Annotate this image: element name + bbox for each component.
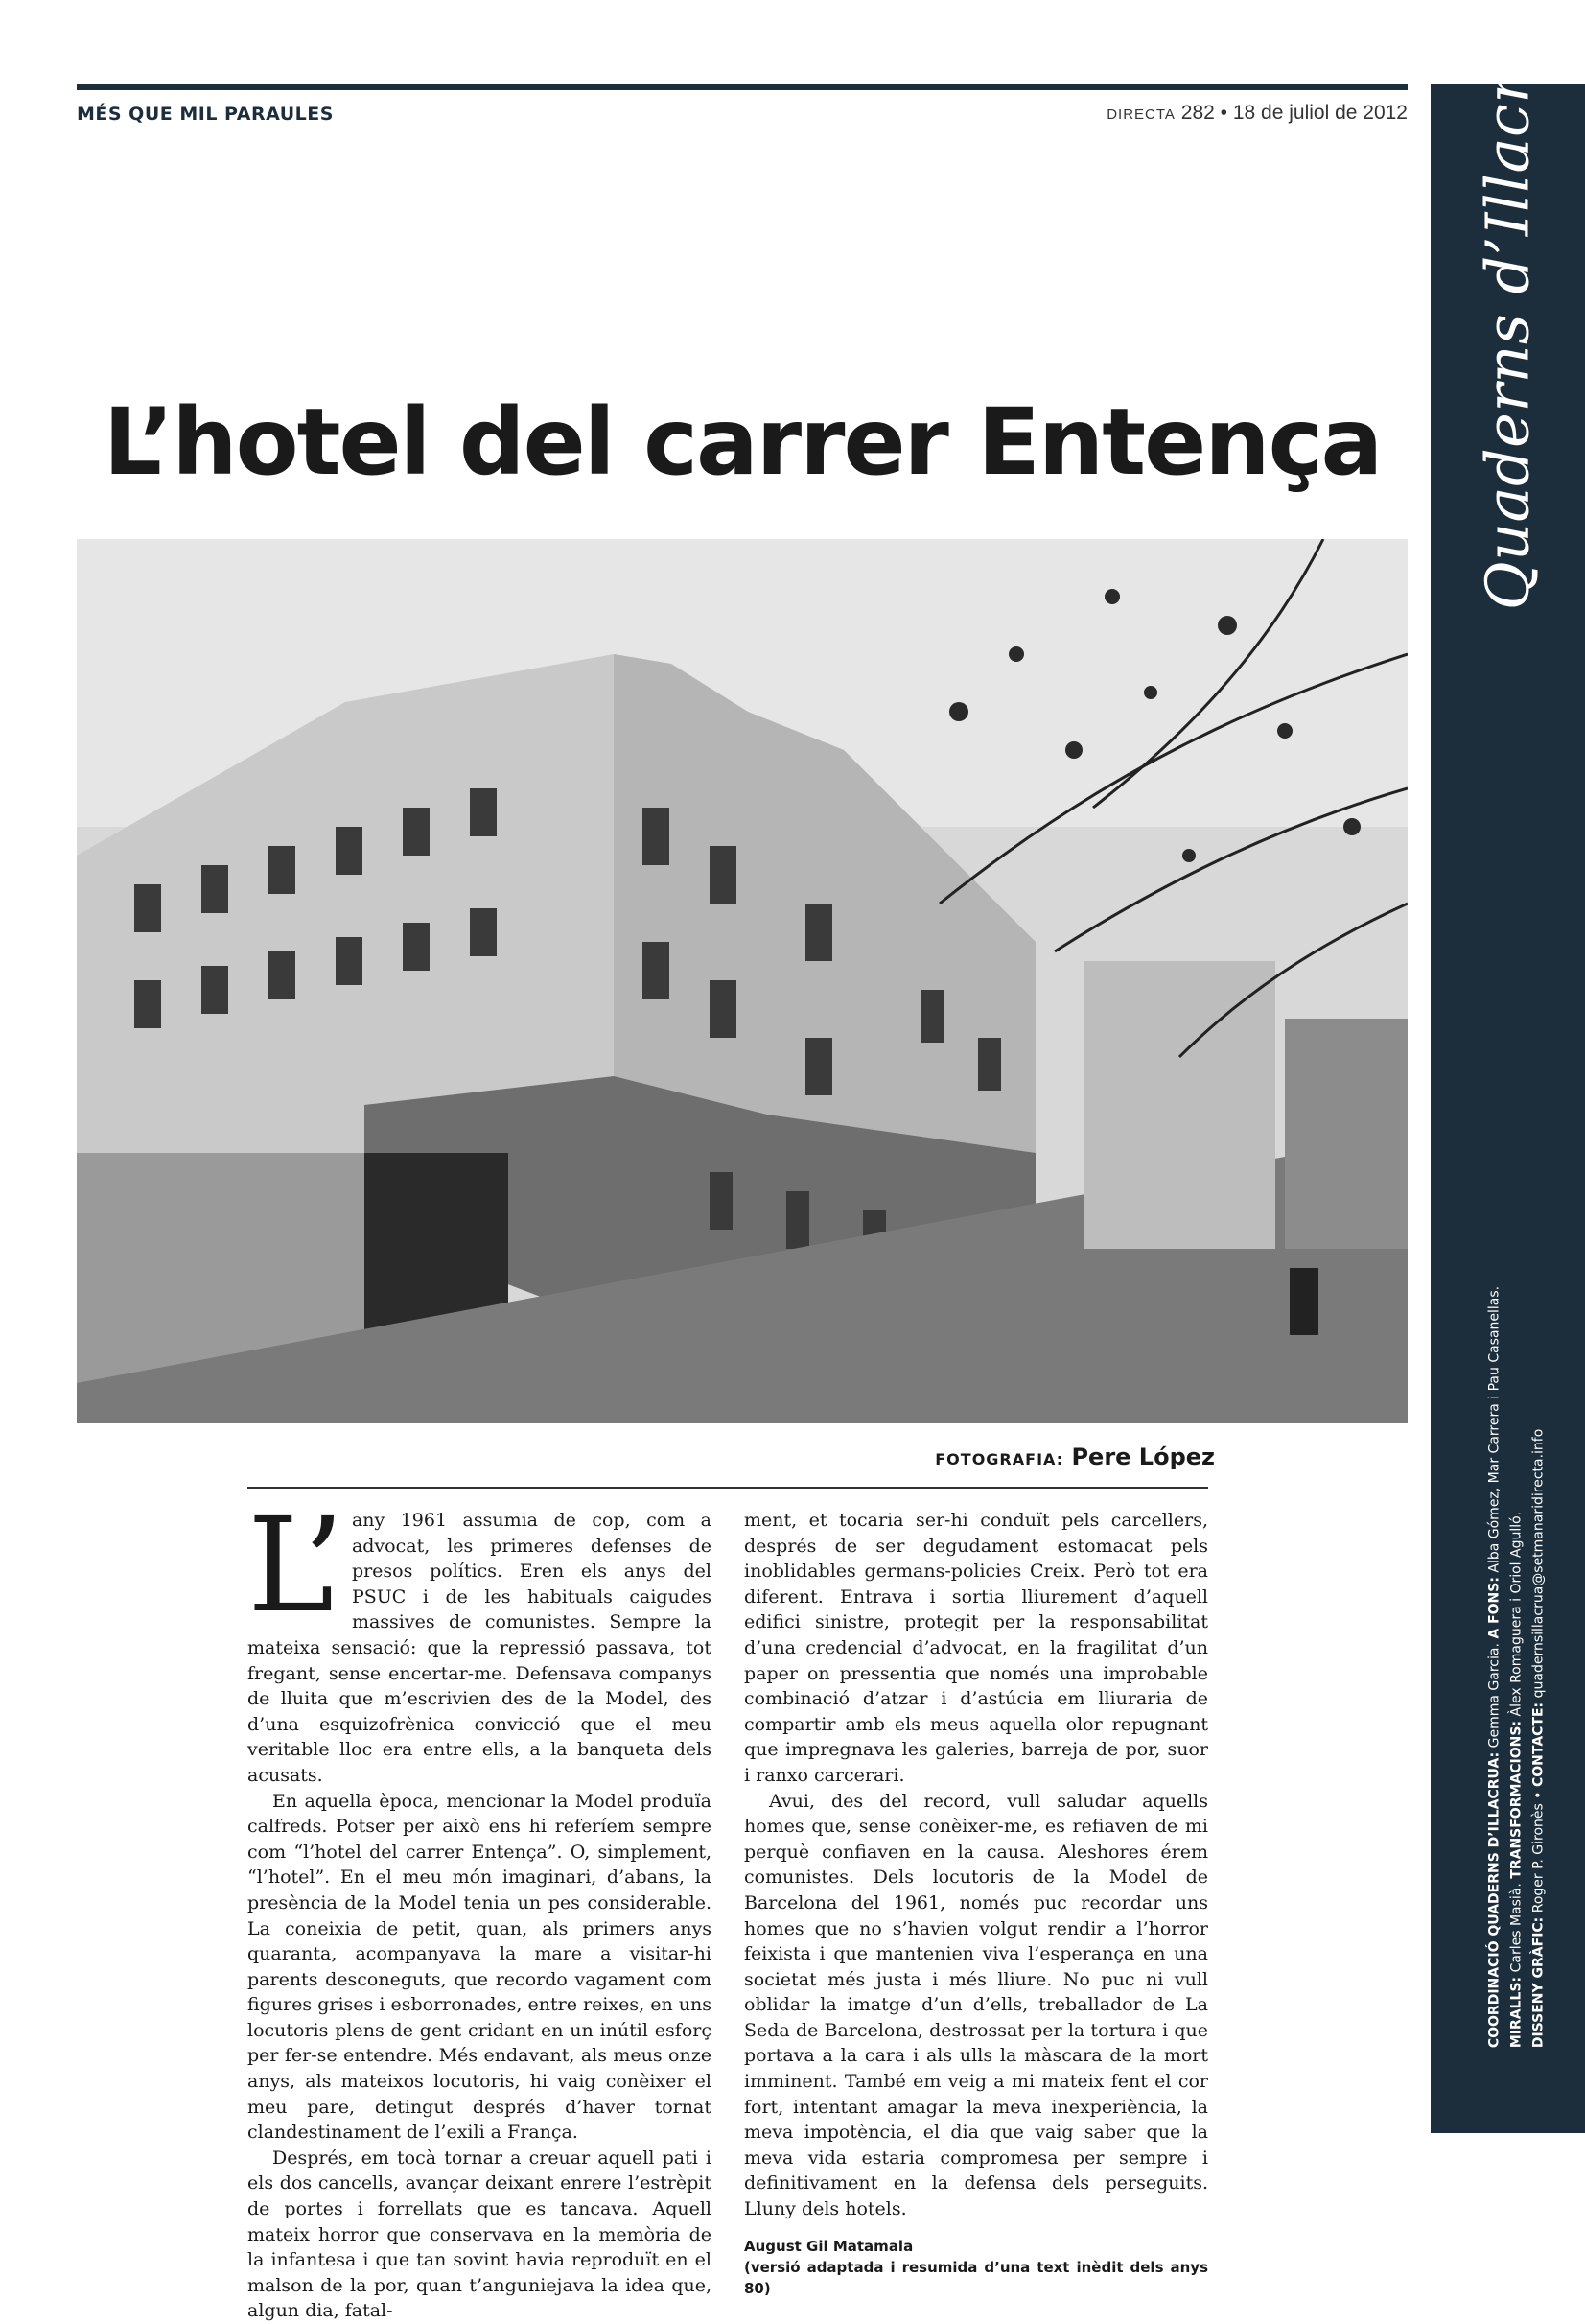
photo-credit-label: FOTOGRAFIA:	[935, 1450, 1064, 1468]
staff-role: COORDINACIÓ QUADERNS D’ILLACRUA:	[1486, 1751, 1503, 2049]
article-paragraph: ment, et tocaria ser-hi conduït pels carcellers, després de ser degudament estomacat pels inoblidables germans-policies Creix. Però tot era diferent. Entrava i sortia lliurement d’aquell edifici sinistre, protegit per la responsabilitat d’una credencial d’advocat, en la fragilitat d’un paper on pressentia que només una improbable combinació d’atzar i d’astúcia em lliuraria de compartir amb els meus aquella olor repugnant que impregnava les galeries, barreja de por, suor i ranxo carcerari.	[744, 1510, 1208, 1786]
staff-role: DISSENY GRÀFIC:	[1530, 1916, 1547, 2049]
staff-role: CONTACTE:	[1530, 1702, 1547, 1788]
staff-names: Gemma Garcia.	[1486, 1638, 1503, 1752]
paragraph-text: any 1961 assumia de cop, com a advocat, les primeres defenses de presos polítics. Eren els anys del PSUC i de les habituals caigudes massives de comunistes. Sempre la mateixa sensació: que la repressió passava, tot fregant, sense encertar-me. Defensava companys de lluita que m’escrivien des de la Model, des d’una esquizofrènica convicció que el meu veritable lloc era entre ells, a la banqueta dels acusats.	[247, 1510, 711, 1786]
author-name: August Gil Matamala	[744, 2237, 914, 2255]
credit-divider	[247, 1487, 1208, 1489]
page-title: L’hotel del carrer Entença	[103, 388, 1382, 496]
section-label: MÉS QUE MIL PARAULES	[77, 104, 334, 125]
top-rule	[77, 84, 1408, 90]
staff-role: A FONS:	[1486, 1577, 1503, 1639]
staff-names: Àlex Romaguera i Oriol Agulló.	[1508, 1512, 1525, 1721]
photo-credit	[935, 1444, 1215, 1470]
article-paragraph: En aquella època, mencionar la Model produïa calfreds. Potser per això ens hi referíem sempre com “l’hotel del carrer Entença”. O, simplement, “l’hotel”. En el meu món imaginari, d’abans, la presència de la Model tenia un pes considerable. La coneixia de petit, quan, als primers anys quaranta, acompanyava la mare a visitar-hi parents desconeguts, que recordo vagament com figures grises i esborronades, entre reixes, en uns locutoris plens de gent cridant en un inútil esforç per fer-se entendre. Més endavant, als meus onze anys, als mateixos locutoris, hi vaig conèixer el meu pare, detingut després d’haver tornat clandestinament de l’exili a França.	[247, 1790, 711, 2144]
staff-role: TRANSFORMACIONS:	[1508, 1720, 1525, 1879]
article-paragraph: Després, em tocà tornar a creuar aquell pati i els dos cancells, avançar deixant enrere l’estrèpit de portes i forrellats que es tancava. Aquell mateix horror que conservava en la memòria de la infantesa i que tan sovint havia reproduït en el malson de la por, quan t’anguniejava la idea que, algun dia, fatal-	[247, 2147, 711, 2322]
issue-info	[1107, 102, 1408, 125]
sidebar-panel	[1431, 0, 1585, 2133]
staff-names: Roger P. Gironès •	[1530, 1787, 1547, 1917]
staff-line	[1484, 1286, 1506, 2048]
article-paragraph: Avui, des del record, vull saludar aquells homes que, sense conèixer-me, es refiaven de mi perquè confiaven en la causa. Aleshores érem comunistes. Dels locutoris de la Model de Barcelona del 1961, només puc recordar uns homes que no s’havien volgut rendir a l’horror feixista i que mantenien viva l’esperança en una societat més justa i més lliure. No puc ni vull oblidar la imatge d’un d’ells, treballador de La Seda de Barcelona, destrossat per la tortura i que portava a la cara i als ulls la màscara de la mort imminent. També em veig a mi mateix fent el cor fort, intentant amagar la meva inexperiència, la meva impotència, el dia que vaig saber que la meva vida estaria compromesa per sempre i definitivament en la defensa dels perseguits. Lluny dels hotels.	[744, 1790, 1208, 2220]
staff-contact: quadernsillacrua@setmanaridirecta.info	[1530, 1428, 1547, 1702]
article-column-1	[247, 1491, 711, 2324]
building-photo	[77, 539, 1408, 1423]
staff-names: Carles Masià.	[1508, 1878, 1525, 1977]
article-paragraph	[247, 1491, 711, 1789]
staff-line	[1528, 1286, 1550, 2048]
issue-date: 282 • 18 de juliol de 2012	[1180, 102, 1408, 124]
staff-line	[1506, 1286, 1528, 2048]
article-column-2	[744, 1508, 1208, 2324]
staff-credits	[1484, 1286, 1550, 2048]
publication-brand: Quaderns d’Illacrua	[1472, 0, 1543, 611]
photo-credit-name: Pere López	[1071, 1444, 1215, 1470]
author-block	[744, 2236, 1208, 2299]
staff-role: MIRALLS:	[1508, 1976, 1525, 2049]
drop-cap: L’	[247, 1491, 344, 1642]
article-body	[247, 1491, 1208, 2324]
staff-names: Alba Gómez, Mar Carrera i Pau Casanellas.	[1486, 1285, 1503, 1578]
magazine-name: DIRECTA	[1107, 106, 1176, 123]
author-note: (versió adaptada i resumida d’una text inèdit dels anys 80)	[744, 2258, 1208, 2297]
